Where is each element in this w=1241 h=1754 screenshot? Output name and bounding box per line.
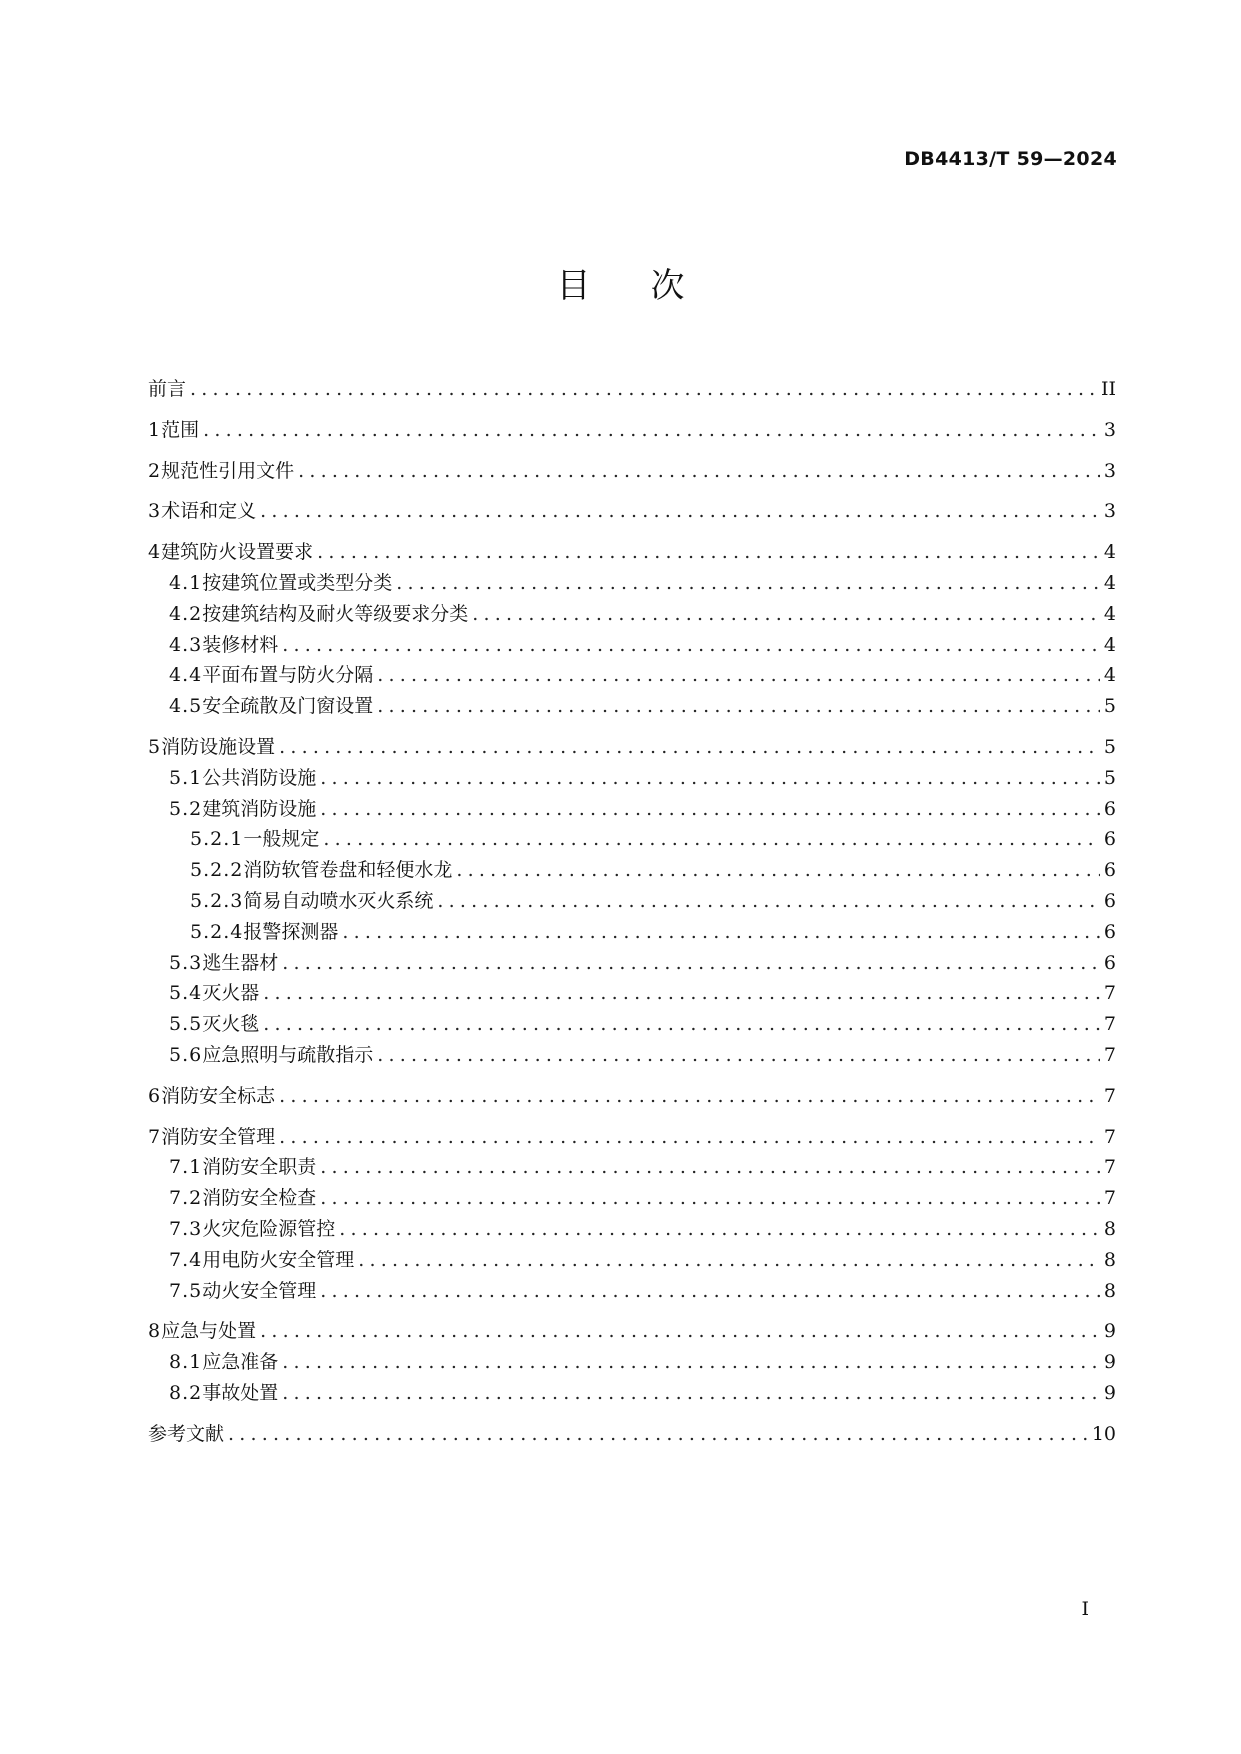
toc-entry-page: 6 <box>1103 951 1116 974</box>
toc-entry-title: 平面布置与防火分隔 <box>202 664 374 687</box>
toc-entry-number: 5.4 <box>169 982 203 1005</box>
toc-dot-leader <box>320 1156 1100 1178</box>
toc-dot-leader <box>437 890 1100 912</box>
toc-dot-leader <box>377 1044 1100 1066</box>
toc-entry-title: 按建筑位置或类型分类 <box>202 571 393 594</box>
toc-entry-page: 4 <box>1103 571 1116 594</box>
toc-entry[interactable] <box>148 917 1116 948</box>
toc-dot-leader <box>298 460 1100 482</box>
toc-entry-page: 9 <box>1103 1381 1116 1404</box>
toc-entry-page: 7 <box>1103 1013 1116 1036</box>
toc-entry-title: 火灾危险源管控 <box>202 1217 336 1240</box>
page-number: I <box>1081 1598 1089 1620</box>
toc-entry-title: 公共消防设施 <box>202 766 317 789</box>
toc-entry-number: 5.2.3 <box>190 889 244 912</box>
toc-dot-leader <box>377 664 1100 686</box>
toc-entry-number: 5.3 <box>169 951 203 974</box>
toc-entry-title: 消防安全检查 <box>202 1187 317 1210</box>
toc-entry-title: 术语和定义 <box>161 500 257 523</box>
toc-entry-page: 7 <box>1103 1187 1116 1210</box>
toc-dot-leader <box>456 859 1100 881</box>
toc-entry-title: 应急准备 <box>202 1351 279 1374</box>
toc-entry-number: 8.1 <box>169 1351 203 1374</box>
toc-dot-leader <box>282 952 1100 974</box>
toc-entry[interactable] <box>148 794 1116 825</box>
toc-entry-number: 7.5 <box>169 1279 203 1302</box>
toc-dot-leader <box>282 1382 1100 1404</box>
toc-entry[interactable] <box>148 1245 1116 1276</box>
toc-entry[interactable] <box>148 1183 1116 1214</box>
toc-entry-title: 消防安全管理 <box>161 1125 276 1148</box>
toc-entry-number: 4.4 <box>169 664 203 687</box>
toc-entry[interactable] <box>148 1009 1116 1040</box>
toc-entry-number: 4.5 <box>169 695 203 718</box>
toc-entry-title: 消防设施设置 <box>161 735 276 758</box>
toc-entry[interactable] <box>148 1122 1116 1153</box>
document-code: DB4413/T 59—2024 <box>904 148 1117 170</box>
toc-entry-number: 7.1 <box>169 1156 203 1179</box>
toc-entry-number: 7.3 <box>169 1217 203 1240</box>
toc-entry-page: 8 <box>1103 1248 1116 1271</box>
toc-dot-leader <box>396 572 1100 594</box>
toc-entry-number: 4.1 <box>169 571 203 594</box>
toc-entry[interactable] <box>148 732 1116 763</box>
toc-entry-title: 一般规定 <box>243 828 320 851</box>
toc-entry[interactable] <box>148 1316 1116 1347</box>
toc-entry-page: 4 <box>1103 602 1116 625</box>
toc-entry-title: 建筑防火设置要求 <box>161 541 314 564</box>
toc-entry[interactable] <box>148 948 1116 979</box>
toc-entry-number: 5.5 <box>169 1013 203 1036</box>
toc-entry[interactable] <box>148 763 1116 794</box>
toc-entry[interactable] <box>148 374 1116 405</box>
toc-entry-page: 6 <box>1103 889 1116 912</box>
toc-entry-number: 7.4 <box>169 1248 203 1271</box>
toc-entry[interactable] <box>148 886 1116 917</box>
toc-entry-number: 5.2.1 <box>190 828 244 851</box>
toc-entry-page: 4 <box>1103 541 1116 564</box>
toc-entry-title: 简易自动喷水灭火系统 <box>243 889 434 912</box>
toc-dot-leader <box>342 921 1100 943</box>
toc-entry-title: 前言 <box>148 378 187 400</box>
toc-entry-title: 灭火器 <box>202 982 260 1005</box>
toc-entry-title: 建筑消防设施 <box>202 797 317 820</box>
toc-entry-title: 消防安全标志 <box>161 1084 276 1107</box>
toc-entry-title: 逃生器材 <box>202 951 279 974</box>
toc-entry-number: 8.2 <box>169 1381 203 1404</box>
toc-entry[interactable] <box>148 1378 1116 1409</box>
toc-entry-title: 灭火毯 <box>202 1013 260 1036</box>
toc-dot-leader <box>263 1013 1100 1035</box>
toc-entry-page: 6 <box>1103 920 1116 943</box>
toc-entry-page: 3 <box>1103 500 1116 523</box>
toc-entry[interactable] <box>148 660 1116 691</box>
toc-entry[interactable] <box>148 824 1116 855</box>
toc-entry-page: 10 <box>1091 1422 1116 1445</box>
toc-entry-page: 5 <box>1103 695 1116 718</box>
toc-entry[interactable] <box>148 496 1116 527</box>
toc-entry-title: 按建筑结构及耐火等级要求分类 <box>202 602 469 625</box>
toc-entry[interactable] <box>148 1419 1116 1450</box>
toc-dot-leader <box>472 603 1100 625</box>
toc-dot-leader <box>339 1218 1100 1240</box>
toc-entry-page: 3 <box>1103 459 1116 482</box>
toc-dot-leader <box>228 1423 1088 1445</box>
toc-entry-number: 4.3 <box>169 633 203 656</box>
toc-entry[interactable] <box>148 537 1116 568</box>
toc-dot-leader <box>323 828 1100 850</box>
toc-entry-number: 6 <box>148 1084 162 1107</box>
toc-entry-number: 7.2 <box>169 1187 203 1210</box>
toc-dot-leader <box>282 1351 1100 1373</box>
toc-entry-title: 动火安全管理 <box>202 1279 317 1302</box>
toc-entry-title: 参考文献 <box>148 1422 225 1445</box>
toc-entry-page: 7 <box>1103 1125 1116 1148</box>
toc-entry-title: 装修材料 <box>202 633 279 656</box>
page-title: 目次 <box>556 266 745 306</box>
toc-entry-number: 7 <box>148 1125 162 1148</box>
toc-dot-leader <box>320 1280 1100 1302</box>
toc-entry-number: 5.2.2 <box>190 859 244 882</box>
toc-dot-leader <box>279 736 1100 758</box>
toc-entry[interactable] <box>148 1347 1116 1378</box>
toc-entry-page: 6 <box>1103 859 1116 882</box>
toc-entry-page: II <box>1100 378 1116 400</box>
toc-entry-title: 范围 <box>161 418 200 441</box>
toc-dot-leader <box>260 1320 1100 1342</box>
toc-entry-page: 6 <box>1103 797 1116 820</box>
toc-entry-title: 用电防火安全管理 <box>202 1248 355 1271</box>
toc-dot-leader <box>320 798 1100 820</box>
table-of-contents <box>148 374 1116 1450</box>
toc-entry-page: 4 <box>1103 633 1116 656</box>
toc-entry-number: 5.2 <box>169 797 203 820</box>
toc-entry[interactable] <box>148 691 1116 722</box>
toc-entry-number: 2 <box>148 459 162 482</box>
toc-entry-number: 3 <box>148 500 162 523</box>
toc-entry-title: 消防安全职责 <box>202 1156 317 1179</box>
toc-entry-title: 应急与处置 <box>161 1320 257 1343</box>
toc-entry-number: 5.2.4 <box>190 920 244 943</box>
toc-entry[interactable] <box>148 1081 1116 1112</box>
toc-dot-leader <box>260 500 1100 522</box>
toc-entry-title: 规范性引用文件 <box>161 459 295 482</box>
toc-dot-leader <box>279 1126 1100 1148</box>
toc-entry-page: 7 <box>1103 1043 1116 1066</box>
toc-entry[interactable] <box>148 1214 1116 1245</box>
toc-entry-number: 5.6 <box>169 1043 203 1066</box>
toc-dot-leader <box>320 767 1100 789</box>
toc-entry-page: 9 <box>1103 1320 1116 1343</box>
toc-dot-leader <box>320 1187 1100 1209</box>
toc-entry[interactable] <box>148 855 1116 886</box>
toc-entry-title: 报警探测器 <box>243 920 339 943</box>
toc-entry[interactable] <box>148 599 1116 630</box>
toc-entry[interactable] <box>148 1040 1116 1071</box>
toc-entry-page: 3 <box>1103 418 1116 441</box>
toc-dot-leader <box>203 419 1100 441</box>
toc-entry-page: 5 <box>1103 766 1116 789</box>
toc-entry-number: 8 <box>148 1320 162 1343</box>
toc-dot-leader <box>190 378 1097 400</box>
toc-entry-title: 消防软管卷盘和轻便水龙 <box>243 859 453 882</box>
toc-dot-leader <box>282 634 1100 656</box>
toc-entry-page: 8 <box>1103 1217 1116 1240</box>
toc-entry-number: 1 <box>148 418 162 441</box>
toc-entry-number: 4.2 <box>169 602 203 625</box>
toc-entry[interactable] <box>148 1152 1116 1183</box>
toc-dot-leader <box>263 982 1100 1004</box>
toc-entry-title: 应急照明与疏散指示 <box>202 1043 374 1066</box>
toc-entry-number: 5 <box>148 735 162 758</box>
toc-entry-title: 事故处置 <box>202 1381 279 1404</box>
toc-entry-page: 7 <box>1103 1156 1116 1179</box>
toc-entry[interactable] <box>148 1276 1116 1307</box>
toc-entry-number: 4 <box>148 541 162 564</box>
toc-entry-page: 5 <box>1103 735 1116 758</box>
toc-entry[interactable] <box>148 568 1116 599</box>
toc-dot-leader <box>279 1085 1100 1107</box>
toc-dot-leader <box>317 541 1100 563</box>
toc-entry[interactable] <box>148 415 1116 446</box>
toc-entry[interactable] <box>148 456 1116 487</box>
toc-entry-page: 6 <box>1103 828 1116 851</box>
toc-entry-title: 安全疏散及门窗设置 <box>202 695 374 718</box>
toc-entry[interactable] <box>148 978 1116 1009</box>
toc-entry[interactable] <box>148 630 1116 661</box>
toc-entry-page: 7 <box>1103 982 1116 1005</box>
toc-entry-page: 7 <box>1103 1084 1116 1107</box>
toc-entry-page: 9 <box>1103 1351 1116 1374</box>
toc-entry-number: 5.1 <box>169 766 203 789</box>
toc-entry-page: 8 <box>1103 1279 1116 1302</box>
toc-entry-page: 4 <box>1103 664 1116 687</box>
toc-dot-leader <box>358 1249 1100 1271</box>
toc-dot-leader <box>377 695 1100 717</box>
